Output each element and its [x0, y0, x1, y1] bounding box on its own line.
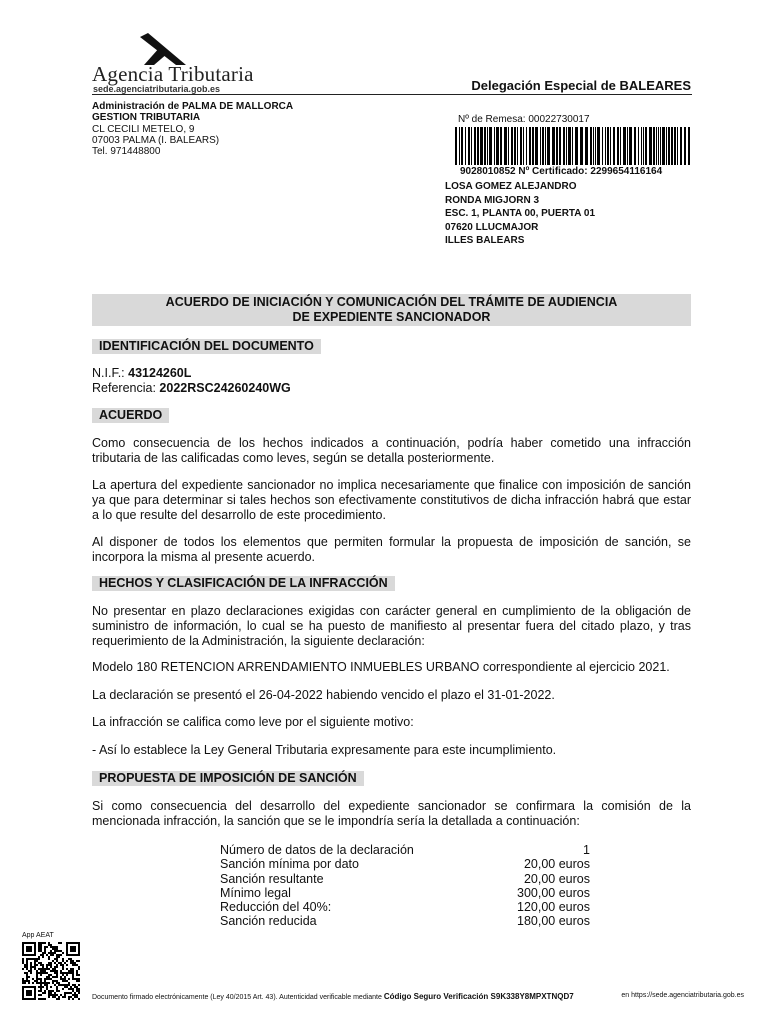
hechos-reason: - Así lo establece la Ley General Tributaria expresamente para este incumplimiento. [92, 743, 557, 757]
sanction-value: 300,00 euros [517, 885, 590, 900]
sanction-row [220, 914, 590, 928]
recipient-city: 07620 LLUCMAJOR [445, 222, 539, 233]
sender-city: 07003 PALMA (I. BALEARS) [92, 135, 220, 146]
verification-url: en https://sede.agenciatributaria.gob.es [621, 992, 744, 999]
hechos-qualification: La infracción se califica como leve por el siguiente motivo: [92, 715, 414, 729]
acuerdo-paragraph-1: Como consecuencia de los hechos indicados a continuación, podría haber cometido una infracción tributaria de las calificadas como leves, según se detalla posteriormente. [92, 436, 691, 465]
sender-street: CL CECILI METELO, 9 [92, 124, 195, 135]
sanction-value: 180,00 euros [517, 914, 590, 929]
delegation-title: Delegación Especial de BALEARES [471, 78, 691, 93]
section-heading-propuesta: PROPUESTA DE IMPOSICIÓN DE SANCIÓN [92, 771, 364, 786]
section-heading-acuerdo: ACUERDO [92, 408, 169, 423]
sanction-label: Reducción del 40%: [220, 900, 332, 915]
sanction-row [220, 900, 590, 914]
header-divider [92, 94, 692, 95]
recipient-name: LOSA GOMEZ ALEJANDRO [445, 181, 577, 192]
sanction-row [220, 857, 590, 871]
barcode-image [455, 127, 690, 165]
qr-code-image [22, 942, 80, 1000]
signature-text: Documento firmado electrónicamente (Ley 40/2015 Art. 43). Autenticidad verificable mediante [92, 994, 382, 1001]
document-title-line2: DE EXPEDIENTE SANCIONADOR [292, 310, 491, 324]
agency-name: Agencia Tributaria [92, 62, 254, 86]
sanction-value: 20,00 euros [523, 871, 590, 886]
sanction-row [220, 886, 590, 900]
document-title [92, 294, 691, 326]
recipient-street: RONDA MIGJORN 3 [445, 195, 540, 206]
sender-office: Administración de PALMA DE MALLORCA [92, 101, 294, 112]
recipient-floor: ESC. 1, PLANTA 00, PUERTA 01 [445, 208, 596, 219]
sender-department: GESTION TRIBUTARIA [92, 112, 201, 123]
sanction-label: Mínimo legal [220, 885, 291, 900]
acuerdo-paragraph-2: La apertura del expediente sancionador no implica necesariamente que finalice con imposición de sanción ya que para determinar si tales hechos son efectivamente constitutivos de dicha infracción habrá que estar a lo que resulte del desarrollo de este procedimiento. [92, 478, 691, 522]
sanction-value: 1 [583, 843, 590, 857]
reference-line [92, 381, 291, 396]
nif-line [92, 366, 191, 381]
nif-value: 43124260L [128, 366, 192, 380]
section-heading-identification: IDENTIFICACIÓN DEL DOCUMENTO [92, 339, 321, 354]
sanction-row [220, 843, 590, 857]
hechos-dates: La declaración se presentó el 26-04-2022 habiendo vencido el plazo el 31-01-2022. [92, 688, 555, 702]
sanction-label: Sanción reducida [220, 914, 317, 929]
hechos-model: Modelo 180 RETENCION ARRENDAMIENTO INMUEBLES URBANO correspondiente al ejercicio 2021. [92, 660, 670, 674]
propuesta-paragraph: Si como consecuencia del desarrollo del expediente sancionador se confirmara la comisión de la mencionada infracción, la sanción que se le impondría sería la detallada a continuación: [92, 799, 691, 828]
app-aeat-label: App AEAT [22, 932, 54, 939]
nif-label: N.I.F.: [92, 366, 125, 380]
hechos-paragraph-1: No presentar en plazo declaraciones exigidas con carácter general en cumplimiento de la obligación de suministro de información, lo cual se ha puesto de manifiesto al presentar fuera del citado plazo, y tras requerimiento de la Administración, la siguiente declaración: [92, 604, 691, 648]
agency-url: sede.agenciatributaria.gob.es [93, 84, 221, 94]
agency-logo-icon [140, 33, 186, 65]
remesa-number: Nº de Remesa: 00022730017 [458, 114, 590, 125]
sanction-table [220, 843, 590, 929]
acuerdo-paragraph-3: Al disponer de todos los elementos que permiten formular la propuesta de imposición de sanción, se incorpora la misma al presente acuerdo. [92, 535, 691, 564]
sanction-label: Sanción mínima por dato [220, 857, 359, 872]
csv-code: Código Seguro Verificación S9K338Y8MPXTNQD7 [383, 992, 574, 1001]
certificate-number: 9028010852 Nº Certificado: 2299654116164 [460, 166, 663, 177]
section-heading-hechos: HECHOS Y CLASIFICACIÓN DE LA INFRACCIÓN [92, 576, 395, 591]
reference-value: 2022RSC24260240WG [159, 381, 291, 395]
sender-phone: Tel. 971448800 [92, 146, 161, 157]
sanction-value: 120,00 euros [517, 900, 590, 915]
sanction-label: Sanción resultante [220, 871, 324, 886]
signature-note [92, 992, 574, 1001]
document-title-line1: ACUERDO DE INICIACIÓN Y COMUNICACIÓN DEL TRÁMITE DE AUDIENCIA [165, 295, 618, 309]
sanction-row [220, 872, 590, 886]
recipient-region: ILLES BALEARS [445, 235, 525, 246]
reference-label: Referencia: [92, 381, 156, 395]
sanction-label: Número de datos de la declaración [220, 843, 414, 857]
sanction-value: 20,00 euros [523, 857, 590, 872]
